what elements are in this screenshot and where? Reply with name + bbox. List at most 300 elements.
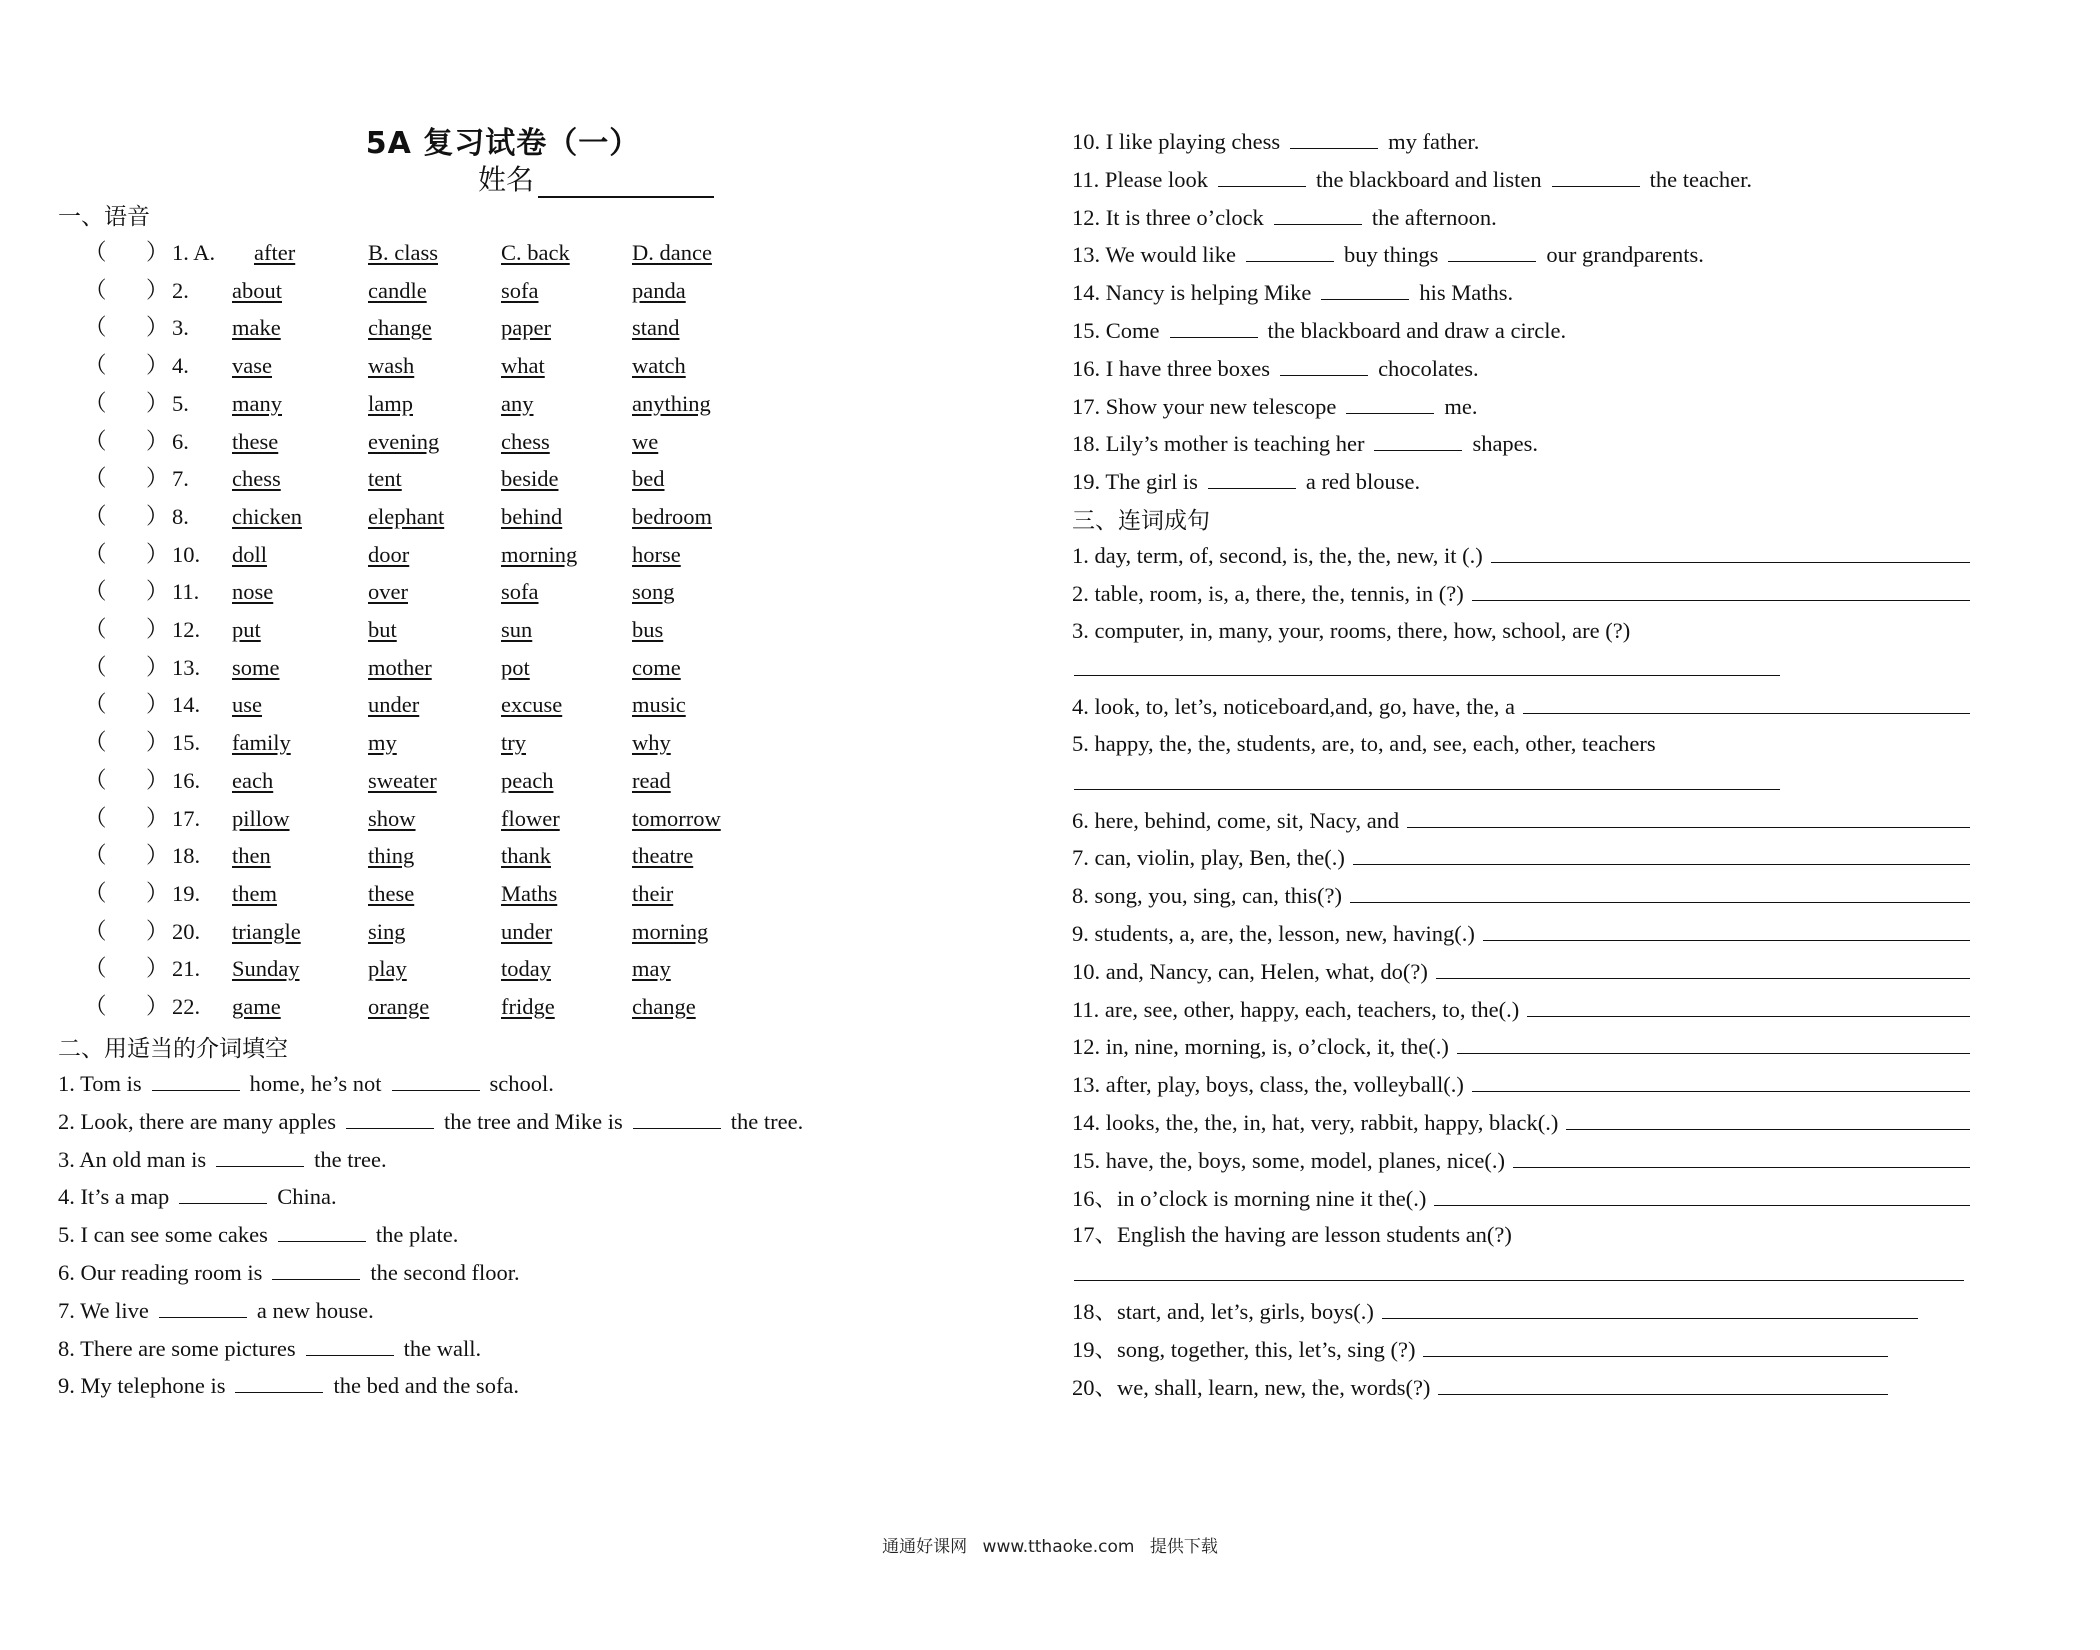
answer-blank[interactable] [1218, 164, 1306, 187]
option-d[interactable]: stand [632, 315, 680, 341]
answer-paren-open[interactable]: （ [84, 277, 107, 303]
answer-paren-open[interactable]: （ [84, 918, 107, 944]
preposition-text: 4. It’s a map [58, 1184, 170, 1210]
answer-paren-close: ） [146, 994, 169, 1019]
name-blank[interactable] [538, 168, 714, 198]
preposition-item [58, 1295, 374, 1326]
answer-paren-open[interactable]: （ [84, 315, 107, 341]
preposition-item [1072, 315, 1566, 346]
sentence-text: 12. in, nine, morning, is, o’clock, it, the(.) [1072, 1034, 1449, 1060]
sentence-item [1072, 616, 1630, 646]
answer-paren-open[interactable]: （ [84, 579, 107, 605]
preposition-text: home, he’s not [249, 1071, 382, 1096]
option-d[interactable]: may [632, 956, 671, 982]
option-b[interactable]: play [368, 956, 407, 982]
option-a[interactable]: nose [232, 579, 274, 605]
preposition-item [58, 1219, 458, 1250]
preposition-text: the plate. [375, 1222, 459, 1248]
preposition-text: 17. Show your new telescope [1072, 393, 1337, 419]
preposition-text: my father. [1388, 129, 1480, 154]
option-a[interactable]: then [232, 843, 271, 869]
option-c[interactable]: behind [501, 503, 563, 529]
option-d[interactable]: bed [632, 466, 665, 492]
sentence-item [1072, 1031, 1970, 1062]
answer-blank[interactable] [1274, 202, 1362, 225]
sentence-text: 19、song, together, this, let’s, sing (?) [1072, 1336, 1416, 1362]
sentence-text: 20、we, shall, learn, new, the, words(?) [1072, 1374, 1431, 1400]
preposition-item [58, 1333, 481, 1364]
sentence-item [1072, 1220, 1512, 1250]
preposition-item [58, 1181, 337, 1212]
preposition-text: the tree and Mike is [444, 1108, 623, 1134]
option-a[interactable]: put [232, 617, 261, 642]
answer-paren-open[interactable]: （ [84, 353, 107, 379]
answer-blank[interactable] [1552, 164, 1640, 187]
option-a[interactable]: game [232, 994, 281, 1019]
question-number: 16. [172, 767, 201, 793]
preposition-text: the bed and the sofa. [333, 1373, 520, 1399]
preposition-text: 11. Please look [1072, 166, 1209, 192]
answer-blank[interactable] [1382, 1296, 1918, 1319]
preposition-item [1072, 353, 1479, 384]
preposition-text: 2. Look, there are many apples [58, 1108, 337, 1134]
option-d[interactable]: why [632, 730, 671, 756]
answer-paren-close: ） [146, 692, 169, 718]
sentence-text: 2. table, room, is, a, there, the, tennis, in (?) [1072, 580, 1464, 606]
option-a[interactable]: use [232, 692, 262, 718]
sentence-item [1072, 1145, 1970, 1176]
option-a[interactable]: about [232, 277, 282, 303]
option-b[interactable]: elephant [368, 503, 445, 529]
answer-paren-close: ） [146, 353, 169, 379]
option-c[interactable]: sofa [501, 579, 539, 605]
answer-blank[interactable] [392, 1068, 480, 1091]
option-a[interactable]: chicken [232, 503, 302, 529]
question-number: 17. [172, 805, 201, 831]
answer-paren-close: ） [146, 277, 169, 303]
question-number: 15. [172, 730, 201, 756]
answer-blank[interactable] [216, 1144, 304, 1167]
answer-paren-open[interactable]: （ [84, 956, 107, 982]
sentence-text: 10. and, Nancy, can, Helen, what, do(?) [1072, 958, 1428, 984]
page-footer [0, 1532, 2100, 1557]
answer-blank[interactable] [1472, 1069, 1970, 1092]
answer-blank[interactable] [1527, 994, 1970, 1017]
option-a[interactable]: pillow [232, 805, 290, 831]
name-label: 姓名 [478, 163, 535, 196]
preposition-text: 9. My telephone is [58, 1373, 226, 1399]
preposition-text: our grandparents. [1546, 242, 1704, 268]
answer-blank[interactable] [179, 1181, 267, 1204]
sentence-item [1072, 1069, 1970, 1100]
preposition-text: 19. The girl is [1072, 469, 1198, 495]
sentence-item [1072, 1296, 1918, 1327]
option-a[interactable]: them [232, 880, 277, 906]
sentence-text: 9. students, a, are, the, lesson, new, having(.) [1072, 921, 1475, 946]
question-number: 4. [172, 353, 189, 379]
answer-blank[interactable] [1436, 956, 1970, 979]
sentence-item [1072, 729, 1656, 759]
option-c[interactable]: under [501, 918, 553, 944]
answer-paren-open[interactable]: （ [84, 617, 107, 642]
option-a[interactable]: some [232, 654, 280, 680]
answer-blank[interactable] [159, 1295, 247, 1318]
option-c[interactable]: flower [501, 805, 560, 831]
sentence-item [1072, 1334, 1888, 1365]
preposition-text: 1. Tom is [58, 1071, 142, 1096]
preposition-item [58, 1106, 803, 1137]
preposition-item [58, 1370, 519, 1401]
sentence-item [1072, 1107, 1970, 1138]
preposition-item [1072, 428, 1538, 459]
answer-blank[interactable] [346, 1106, 434, 1129]
answer-paren-close: ） [146, 843, 169, 869]
question-number: 1. A. [172, 240, 216, 265]
preposition-text: 5. I can see some cakes [58, 1222, 268, 1248]
answer-blank[interactable] [1074, 1258, 1964, 1281]
answer-paren-close: ） [146, 805, 169, 831]
sentence-item [1072, 540, 1970, 571]
answer-blank[interactable] [1423, 1334, 1888, 1357]
question-number: 2. [172, 277, 189, 303]
option-c[interactable]: pot [501, 654, 530, 680]
answer-blank[interactable] [1374, 428, 1462, 451]
sentence-item [1072, 1183, 1970, 1214]
question-number: 11. [172, 579, 200, 605]
sentence-text: 4. look, to, let’s, noticeboard,and, go, have, the, a [1072, 694, 1516, 720]
answer-blank[interactable] [633, 1106, 721, 1129]
answer-blank[interactable] [1438, 1372, 1888, 1395]
question-number: 14. [172, 692, 201, 718]
sentence-item [1072, 691, 1970, 722]
preposition-text: the tree. [314, 1146, 387, 1172]
preposition-text: the second floor. [370, 1260, 520, 1285]
option-d[interactable]: watch [632, 353, 686, 379]
answer-blank[interactable] [1280, 353, 1368, 376]
preposition-text: school. [489, 1071, 554, 1096]
option-b[interactable]: under [368, 692, 420, 718]
sentence-item [1072, 1372, 1888, 1403]
sentence-item [1072, 578, 1970, 609]
option-b[interactable]: my [368, 730, 397, 756]
answer-paren-close: ） [146, 654, 169, 680]
sentence-item [1072, 805, 1970, 836]
option-b[interactable]: show [368, 805, 416, 831]
answer-paren-close: ） [146, 541, 169, 567]
option-d[interactable]: D. dance [632, 240, 712, 265]
sentence-text: 17、English the having are lesson students an(?) [1072, 1222, 1512, 1248]
option-c[interactable]: paper [501, 315, 551, 341]
question-number: 8. [172, 503, 189, 529]
footer-site: 通通好课网 [882, 1537, 968, 1557]
sentence-item [1072, 994, 1970, 1025]
preposition-text: shapes. [1472, 431, 1539, 457]
sentence-item [1072, 842, 1970, 873]
question-number: 7. [172, 466, 189, 492]
preposition-text: the teacher. [1649, 166, 1753, 192]
option-b[interactable]: over [368, 579, 408, 605]
section-phonetics-heading: 一、语音 [58, 204, 150, 230]
preposition-text: China. [277, 1184, 337, 1210]
option-d[interactable]: music [632, 692, 686, 718]
option-c[interactable]: beside [501, 466, 559, 492]
answer-blank[interactable] [1491, 540, 1970, 563]
preposition-item [1072, 164, 1752, 195]
option-d[interactable]: song [632, 579, 675, 605]
answer-paren-close: ） [146, 767, 169, 793]
option-c[interactable]: excuse [501, 692, 563, 718]
answer-blank[interactable] [1350, 880, 1970, 903]
answer-blank[interactable] [1457, 1031, 1970, 1054]
option-c[interactable]: C. back [501, 240, 570, 265]
answer-blank[interactable] [152, 1068, 240, 1091]
option-d[interactable]: theatre [632, 843, 694, 869]
preposition-item [1072, 126, 1479, 157]
section-sentences-heading: 三、连词成句 [1072, 508, 1210, 534]
question-number: 5. [172, 390, 189, 416]
preposition-item [58, 1144, 387, 1175]
preposition-text: 12. It is three o’clock [1072, 204, 1264, 230]
question-number: 21. [172, 956, 201, 982]
preposition-text: 6. Our reading room is [58, 1260, 263, 1285]
option-c[interactable]: thank [501, 843, 551, 869]
answer-paren-open[interactable]: （ [84, 730, 107, 756]
option-c[interactable]: any [501, 390, 534, 416]
preposition-text: his Maths. [1419, 280, 1514, 306]
question-number: 20. [172, 918, 201, 944]
answer-blank[interactable] [1523, 691, 1970, 714]
option-c[interactable]: sofa [501, 277, 539, 303]
option-d[interactable]: we [632, 428, 659, 454]
answer-blank[interactable] [1074, 653, 1780, 676]
answer-paren-close: ） [146, 617, 169, 642]
sentence-text: 7. can, violin, play, Ben, the(.) [1072, 845, 1345, 871]
preposition-text: the blackboard and draw a circle. [1267, 318, 1567, 343]
sentence-text: 16、in o’clock is morning nine it the(.) [1072, 1185, 1427, 1211]
option-b[interactable]: but [368, 617, 397, 642]
sentence-answer-line[interactable] [1072, 653, 1780, 684]
sentence-text: 6. here, behind, come, sit, Nacy, and [1072, 807, 1400, 833]
answer-blank[interactable] [1208, 466, 1296, 489]
answer-blank[interactable] [1483, 918, 1970, 941]
option-b[interactable]: thing [368, 843, 415, 869]
option-d[interactable]: horse [632, 541, 681, 567]
answer-blank[interactable] [1513, 1145, 1970, 1168]
question-number: 13. [172, 654, 201, 680]
preposition-text: 3. An old man is [58, 1146, 207, 1172]
preposition-item [58, 1257, 520, 1288]
answer-paren-open[interactable]: （ [84, 240, 107, 265]
option-d[interactable]: bus [632, 617, 664, 642]
answer-paren-open[interactable]: （ [84, 541, 107, 567]
option-d[interactable]: morning [632, 918, 709, 944]
answer-paren-close: ） [146, 579, 169, 605]
option-a[interactable]: make [232, 315, 281, 341]
answer-blank[interactable] [1448, 239, 1536, 262]
option-b[interactable]: B. class [368, 240, 438, 265]
option-a[interactable]: each [232, 767, 274, 793]
preposition-text: the blackboard and listen [1316, 166, 1542, 192]
answer-blank[interactable] [1407, 805, 1970, 828]
answer-blank[interactable] [272, 1257, 360, 1280]
sentence-text: 18、start, and, let’s, girls, boys(.) [1072, 1299, 1374, 1324]
answer-paren-close: ） [146, 315, 169, 341]
option-b[interactable]: door [368, 541, 410, 567]
option-a[interactable]: family [232, 730, 291, 756]
answer-blank[interactable] [306, 1333, 394, 1356]
answer-paren-open[interactable]: （ [84, 428, 107, 454]
question-number: 12. [172, 617, 201, 642]
option-c[interactable]: fridge [501, 994, 555, 1019]
option-b[interactable]: evening [368, 428, 440, 454]
preposition-text: 16. I have three boxes [1072, 355, 1271, 381]
answer-blank[interactable] [235, 1370, 323, 1393]
answer-paren-close: ） [146, 730, 169, 756]
option-c[interactable]: chess [501, 428, 550, 454]
option-c[interactable]: what [501, 353, 545, 379]
option-d[interactable]: anything [632, 390, 711, 416]
preposition-text: 14. Nancy is helping Mike [1072, 280, 1312, 306]
option-b[interactable]: orange [368, 994, 430, 1019]
option-a[interactable]: vase [232, 353, 272, 379]
preposition-text: chocolates. [1378, 355, 1479, 381]
sentence-answer-line[interactable] [1072, 1258, 1964, 1289]
preposition-text: 15. Come [1072, 318, 1160, 343]
answer-paren-close: ） [146, 956, 169, 982]
question-number: 19. [172, 880, 201, 906]
sentence-text: 13. after, play, boys, class, the, volleyball(.) [1072, 1072, 1464, 1098]
answer-paren-close: ） [146, 503, 169, 529]
preposition-item [1072, 202, 1497, 233]
question-number: 10. [172, 541, 201, 567]
option-b[interactable]: mother [368, 654, 432, 680]
question-number: 22. [172, 994, 201, 1019]
answer-paren-open[interactable]: （ [84, 994, 107, 1019]
answer-blank[interactable] [1353, 842, 1970, 865]
option-d[interactable]: change [632, 994, 696, 1019]
preposition-text: a new house. [256, 1297, 374, 1323]
preposition-item [1072, 239, 1704, 270]
option-a[interactable]: many [232, 390, 282, 416]
answer-paren-open[interactable]: （ [84, 767, 107, 793]
answer-paren-open[interactable]: （ [84, 843, 107, 869]
sentence-item [1072, 956, 1970, 987]
answer-paren-open[interactable]: （ [84, 654, 107, 680]
preposition-item [1072, 466, 1420, 497]
answer-paren-close: ） [146, 466, 169, 492]
sentence-answer-line[interactable] [1072, 767, 1780, 798]
option-a[interactable]: chess [232, 466, 281, 492]
option-c[interactable]: try [501, 730, 526, 756]
answer-blank[interactable] [1472, 578, 1970, 601]
preposition-text: the wall. [403, 1335, 482, 1361]
sentence-text: 15. have, the, boys, some, model, planes, nice(.) [1072, 1147, 1506, 1173]
answer-blank[interactable] [1074, 767, 1780, 790]
answer-blank[interactable] [1566, 1107, 1970, 1130]
preposition-text: 8. There are some pictures [58, 1335, 296, 1361]
answer-paren-close: ） [146, 918, 169, 944]
answer-paren-open[interactable]: （ [84, 692, 107, 718]
option-b[interactable]: change [368, 315, 432, 341]
option-a[interactable]: these [232, 428, 279, 454]
option-b[interactable]: tent [368, 466, 402, 492]
option-c[interactable]: morning [501, 541, 578, 567]
answer-blank[interactable] [1246, 239, 1334, 262]
option-c[interactable]: peach [501, 767, 554, 793]
answer-paren-open[interactable]: （ [84, 466, 107, 492]
option-a[interactable]: triangle [232, 918, 301, 944]
answer-paren-close: ） [146, 428, 169, 454]
option-d[interactable]: come [632, 654, 681, 680]
option-b[interactable]: these [368, 880, 415, 906]
option-b[interactable]: sweater [368, 767, 437, 793]
preposition-text: buy things [1344, 242, 1439, 268]
answer-blank[interactable] [278, 1219, 366, 1242]
sentence-text: 3. computer, in, many, your, rooms, there, how, school, are (?) [1072, 617, 1631, 643]
page-title: 5A 复习试卷（一） [365, 126, 641, 161]
sentence-text: 8. song, you, sing, can, this(?) [1072, 883, 1342, 909]
answer-paren-open[interactable]: （ [84, 503, 107, 529]
preposition-text: 18. Lily’s mother is teaching her [1072, 431, 1365, 457]
preposition-text: a red blouse. [1305, 469, 1421, 495]
preposition-text: 7. We live [58, 1297, 149, 1323]
answer-paren-close: ） [146, 390, 169, 416]
answer-paren-open[interactable]: （ [84, 805, 107, 831]
option-d[interactable]: read [632, 767, 671, 793]
option-a[interactable]: doll [232, 541, 268, 567]
option-a[interactable]: Sunday [232, 956, 300, 982]
option-d[interactable]: bedroom [632, 503, 712, 529]
answer-paren-close: ） [146, 240, 169, 265]
option-d[interactable]: tomorrow [632, 805, 721, 831]
name-field [478, 158, 714, 198]
option-b[interactable]: sing [368, 918, 406, 944]
option-b[interactable]: wash [368, 353, 415, 379]
sentence-item [1072, 918, 1970, 949]
preposition-text: 10. I like playing chess [1072, 129, 1281, 154]
option-d[interactable]: panda [632, 277, 686, 303]
preposition-text: the afternoon. [1371, 204, 1497, 230]
answer-blank[interactable] [1321, 277, 1409, 300]
option-b[interactable]: candle [368, 277, 427, 303]
question-number: 18. [172, 843, 201, 869]
sentence-text: 1. day, term, of, second, is, the, the, new, it (.) [1072, 543, 1483, 568]
answer-blank[interactable] [1170, 315, 1258, 338]
answer-paren-open[interactable]: （ [84, 390, 107, 416]
answer-blank[interactable] [1434, 1183, 1970, 1206]
preposition-text: the tree. [730, 1108, 804, 1134]
option-d[interactable]: their [632, 880, 674, 906]
preposition-text: me. [1444, 393, 1478, 419]
sentence-text: 14. looks, the, the, in, hat, very, rabbit, happy, black(.) [1072, 1110, 1559, 1135]
question-number: 3. [172, 315, 189, 341]
option-b[interactable]: lamp [368, 390, 413, 416]
preposition-item [1072, 391, 1477, 422]
answer-blank[interactable] [1290, 126, 1378, 149]
option-c[interactable]: Maths [501, 880, 558, 906]
option-c[interactable]: today [501, 956, 551, 982]
sentence-item [1072, 880, 1970, 911]
answer-blank[interactable] [1346, 391, 1434, 414]
option-c[interactable]: sun [501, 617, 533, 642]
option-a[interactable]: after [254, 240, 296, 265]
question-number: 6. [172, 428, 189, 454]
answer-paren-close: ） [146, 880, 169, 906]
footer-url: www.tthaoke.com [982, 1537, 1135, 1557]
preposition-item [1072, 277, 1513, 308]
preposition-item [58, 1068, 554, 1099]
answer-paren-open[interactable]: （ [84, 880, 107, 906]
